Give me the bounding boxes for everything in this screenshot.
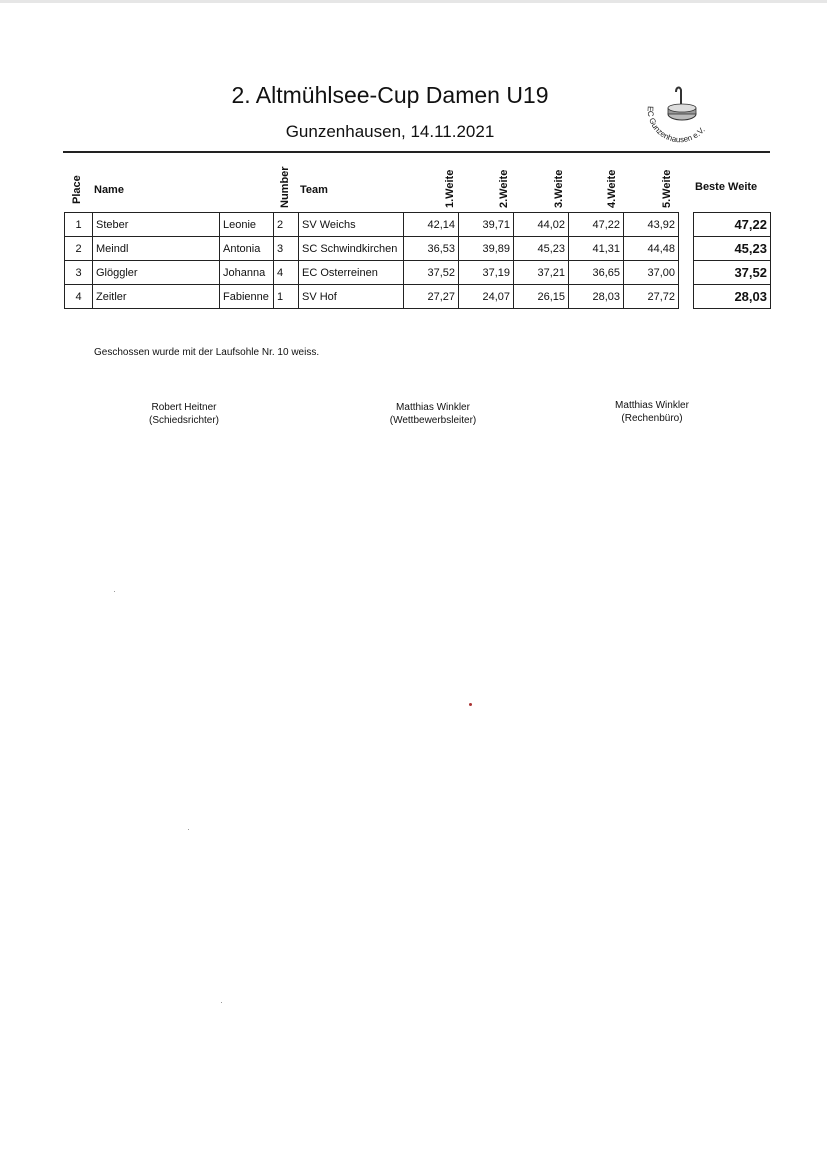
weite-cell: 36,53 [404, 237, 459, 261]
signature-competition-lead [353, 401, 513, 427]
scan-speck [188, 829, 189, 830]
weite-cell: 45,23 [514, 237, 569, 261]
best-cell: 37,52 [694, 261, 771, 285]
logo-text: EC Gunzenhausen e.V. [645, 105, 707, 145]
scan-speck [221, 1002, 222, 1003]
scan-edge [0, 0, 827, 3]
club-logo [640, 84, 720, 154]
firstname-cell: Antonia [220, 237, 274, 261]
weite-cell: 42,14 [404, 213, 459, 237]
weite-cell: 24,07 [459, 285, 514, 309]
weite-cell: 44,02 [514, 213, 569, 237]
firstname-cell: Fabienne [220, 285, 274, 309]
signature-name: Matthias Winkler [615, 400, 689, 411]
weite-cell: 27,72 [624, 285, 679, 309]
col-w4-header: 4.Weite [606, 169, 618, 208]
table-row [694, 261, 771, 285]
col-name-header: Name [94, 184, 124, 196]
place-cell: 1 [65, 213, 93, 237]
number-cell: 1 [274, 285, 299, 309]
best-cell: 45,23 [694, 237, 771, 261]
lastname-cell: Steber [93, 213, 220, 237]
scan-speck [469, 703, 472, 706]
col-place-header: Place [71, 175, 83, 204]
weite-cell: 37,00 [624, 261, 679, 285]
table-row [65, 237, 679, 261]
col-number-header: Number [279, 166, 291, 208]
weite-cell: 37,52 [404, 261, 459, 285]
weite-cell: 39,89 [459, 237, 514, 261]
signature-role: (Schiedsrichter) [148, 415, 220, 426]
team-cell: SV Hof [299, 285, 404, 309]
weite-cell: 39,71 [459, 213, 514, 237]
firstname-cell: Leonie [220, 213, 274, 237]
table-row [694, 213, 771, 237]
team-cell: EC Osterreinen [299, 261, 404, 285]
best-cell: 47,22 [694, 213, 771, 237]
weite-cell: 47,22 [569, 213, 624, 237]
signature-role: (Wettbewerbsleiter) [389, 415, 477, 426]
best-cell: 28,03 [694, 285, 771, 309]
lastname-cell: Zeitler [93, 285, 220, 309]
table-row [65, 213, 679, 237]
scan-speck [114, 591, 115, 592]
team-cell: SV Weichs [299, 213, 404, 237]
lastname-cell: Meindl [93, 237, 220, 261]
weite-cell: 43,92 [624, 213, 679, 237]
signature-computation [572, 399, 732, 425]
weite-cell: 44,48 [624, 237, 679, 261]
col-w5-header: 5.Weite [661, 169, 673, 208]
col-team-header: Team [300, 184, 328, 196]
table-row [694, 237, 771, 261]
col-w3-header: 3.Weite [553, 169, 565, 208]
number-cell: 2 [274, 213, 299, 237]
place-cell: 2 [65, 237, 93, 261]
place-cell: 4 [65, 285, 93, 309]
weite-cell: 41,31 [569, 237, 624, 261]
place-cell: 3 [65, 261, 93, 285]
note-text: Geschossen wurde mit der Laufsohle Nr. 10 weiss. [94, 347, 320, 358]
signature-role: (Rechenbüro) [621, 413, 683, 424]
number-cell: 3 [274, 237, 299, 261]
weite-cell: 28,03 [569, 285, 624, 309]
signature-name: Matthias Winkler [396, 402, 470, 413]
page-title: 2. Altmühlsee-Cup Damen U19 [231, 82, 549, 108]
results-table [64, 212, 679, 309]
firstname-cell: Johanna [220, 261, 274, 285]
signature-referee [104, 401, 264, 427]
table-row [65, 285, 679, 309]
weite-cell: 26,15 [514, 285, 569, 309]
weite-cell: 36,65 [569, 261, 624, 285]
weite-cell: 27,27 [404, 285, 459, 309]
team-cell: SC Schwindkirchen [299, 237, 404, 261]
page-subtitle: Gunzenhausen, 14.11.2021 [285, 122, 495, 141]
header-rule [63, 151, 770, 153]
number-cell: 4 [274, 261, 299, 285]
stock-logo-icon [640, 84, 720, 154]
weite-cell: 37,19 [459, 261, 514, 285]
best-table [693, 212, 771, 309]
signature-name: Robert Heitner [151, 402, 217, 413]
col-w2-header: 2.Weite [498, 169, 510, 208]
weite-cell: 37,21 [514, 261, 569, 285]
col-w1-header: 1.Weite [444, 169, 456, 208]
table-row [694, 285, 771, 309]
lastname-cell: Glöggler [93, 261, 220, 285]
col-best-header: Beste Weite [695, 181, 758, 193]
table-row [65, 261, 679, 285]
